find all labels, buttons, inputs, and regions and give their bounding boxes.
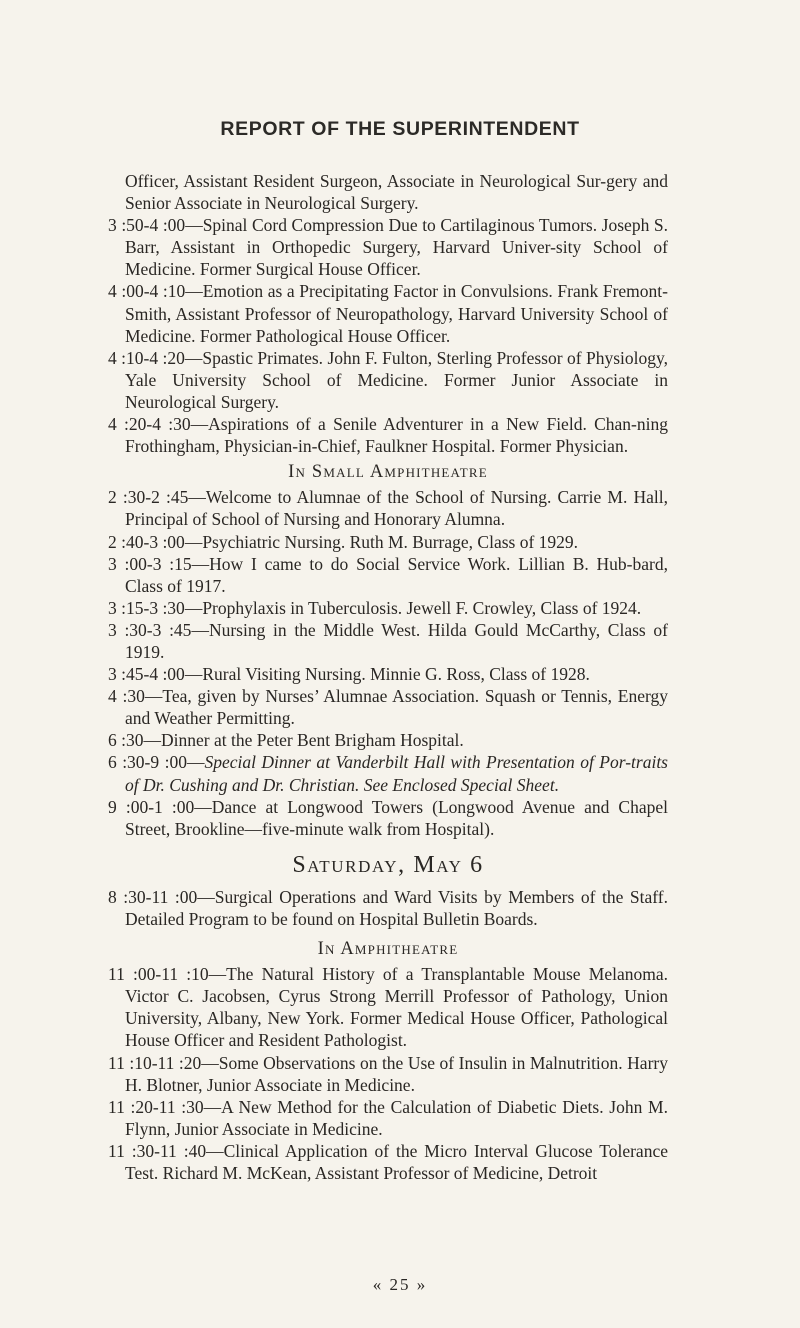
entry-text: —The Natural History of a Transplantable Mouse Melanoma. Victor C. Jacobsen, Cyrus Strong Merrill Professor of Pathology, Union University, Albany, New York. Former Medical House Officer, Pathological House Officer and Resident Pathologist. [125, 964, 668, 1051]
program-entry [108, 280, 668, 346]
opening-text: Officer, Assistant Resident Surgeon, Associate in Neurological Sur-gery and Senior Associate in Neurological Surgery. [125, 171, 668, 214]
entry-time: 11 :10-11 :20 [108, 1052, 202, 1073]
entry-text: —Aspirations of a Senile Adventurer in a New Field. Chan-ning Frothingham, Physician-in-Chief, Faulkner Hospital. Former Physician. [125, 414, 668, 457]
entry-time: 6 :30 [108, 730, 144, 751]
program-entry [108, 1140, 668, 1184]
entry-text: —Clinical Application of the Micro Interval Glucose Tolerance Test. Richard M. McKean, Assistant Professor of Medicine, Detroit [125, 1140, 668, 1184]
entry-text: —Spastic Primates. John F. Fulton, Sterling Professor of Physiology, Yale University School of Medicine. Former Junior Associate in Neurological Surgery. [125, 347, 668, 412]
entry-time: 3 :50-4 :00 [108, 215, 186, 236]
entry-text: —Some Observations on the Use of Insulin in Malnutrition. Harry H. Blotner, Junior Associate in Medicine. [125, 1052, 668, 1095]
entry-text: —A New Method for the Calculation of Diabetic Diets. John M. Flynn, Junior Associate in Medicine. [125, 1096, 668, 1139]
entry-text: —Dinner at the Peter Bent Brigham Hospital. [143, 730, 464, 751]
entry-time: 3 :00-3 :15 [108, 553, 192, 574]
entry-time: 4 :10-4 :20 [108, 347, 185, 368]
document-body [108, 170, 668, 1184]
entry-time: 11 :30-11 :40 [108, 1140, 207, 1161]
entry-text: —Dance at Longwood Towers (Longwood Avenue and Chapel Street, Brookline—five-minute walk from Hospital). [125, 796, 668, 839]
saturday-amphitheatre-list [108, 963, 668, 1184]
entry-time: 4 :20-4 :30 [108, 414, 191, 435]
afternoon-list [108, 214, 668, 457]
page-number: « 25 » [372, 1275, 428, 1294]
entry-time: 8 :30-11 :00 [108, 886, 198, 907]
entry-text: —Surgical Operations and Ward Visits by Members of the Staff. Detailed Program to be found on Hospital Bulletin Boards. [125, 886, 668, 929]
entry-time: 11 :00-11 :10 [108, 964, 209, 985]
entry-text: —Psychiatric Nursing. Ruth M. Burrage, Class of 1929. [184, 531, 579, 552]
small-amphitheatre-list [108, 486, 668, 840]
entry-time: 6 :30-9 :00 [108, 752, 187, 773]
section-heading-small-amphitheatre: In Small Amphitheatre [288, 462, 488, 483]
program-entry [108, 597, 668, 619]
entry-text: —Tea, given by Nurses’ Alumnae Association. Squash or Tennis, Energy and Weather Permitting. [125, 686, 668, 729]
program-entry [108, 553, 668, 597]
running-head: REPORT OF THE SUPERINTENDENT [220, 118, 580, 140]
program-entry [108, 796, 668, 840]
entry-text: —Welcome to Alumnae of the School of Nursing. Carrie M. Hall, Principal of School of Nursing and Honorary Alumna. [125, 487, 668, 530]
entry-text-italic: Special Dinner at Vanderbilt Hall with Presentation of Por-traits of Dr. Cushing and Dr. Christian. See Enclosed Special Sheet. [125, 752, 668, 795]
program-entry [108, 347, 668, 413]
program-entry [108, 1052, 668, 1096]
entry-text: —Emotion as a Precipitating Factor in Convulsions. Frank Fremont-Smith, Assistant Professor of Neuropathology, Harvard University School of Medicine. Former Pathological House Officer. [125, 281, 668, 346]
program-entry [108, 531, 668, 553]
program-entry [108, 214, 668, 280]
program-entry [108, 486, 668, 530]
day-heading-saturday: Saturday, May 6 [292, 851, 484, 878]
entry-time: 2 :40-3 :00 [108, 531, 185, 552]
program-entry-special [108, 751, 668, 795]
program-entry [108, 413, 668, 457]
entry-time: 11 :20-11 :30 [108, 1096, 204, 1117]
program-entry [108, 619, 668, 663]
program-entry [108, 685, 668, 729]
opening-paragraph [108, 170, 668, 214]
entry-dash: — [186, 752, 205, 773]
program-entry [108, 729, 668, 751]
entry-time: 4 :00-4 :10 [108, 281, 186, 302]
section-heading-amphitheatre: In Amphitheatre [317, 939, 459, 960]
program-entry [108, 1096, 668, 1140]
entry-text: —How I came to do Social Service Work. Lillian B. Hub-bard, Class of 1917. [125, 553, 668, 596]
program-entry [108, 663, 668, 685]
program-entry [108, 963, 668, 1051]
entry-text: —Spinal Cord Compression Due to Cartilaginous Tumors. Joseph S. Barr, Assistant in Orthopedic Surgery, Harvard Univer-sity School of Medicine. Former Surgical House Officer. [125, 215, 668, 280]
entry-time: 9 :00-1 :00 [108, 796, 195, 817]
entry-text: —Prophylaxis in Tuberculosis. Jewell F. Crowley, Class of 1924. [184, 597, 642, 618]
entry-time: 3 :15-3 :30 [108, 597, 185, 618]
entry-time: 4 :30 [108, 686, 145, 707]
entry-time: 3 :30-3 :45 [108, 619, 192, 640]
program-entry [108, 886, 668, 930]
entry-text: —Rural Visiting Nursing. Minnie G. Ross, Class of 1928. [184, 664, 590, 685]
entry-text: —Nursing in the Middle West. Hilda Gould McCarthy, Class of 1919. [125, 619, 668, 662]
entry-time: 3 :45-4 :00 [108, 664, 185, 685]
entry-time: 2 :30-2 :45 [108, 487, 189, 508]
